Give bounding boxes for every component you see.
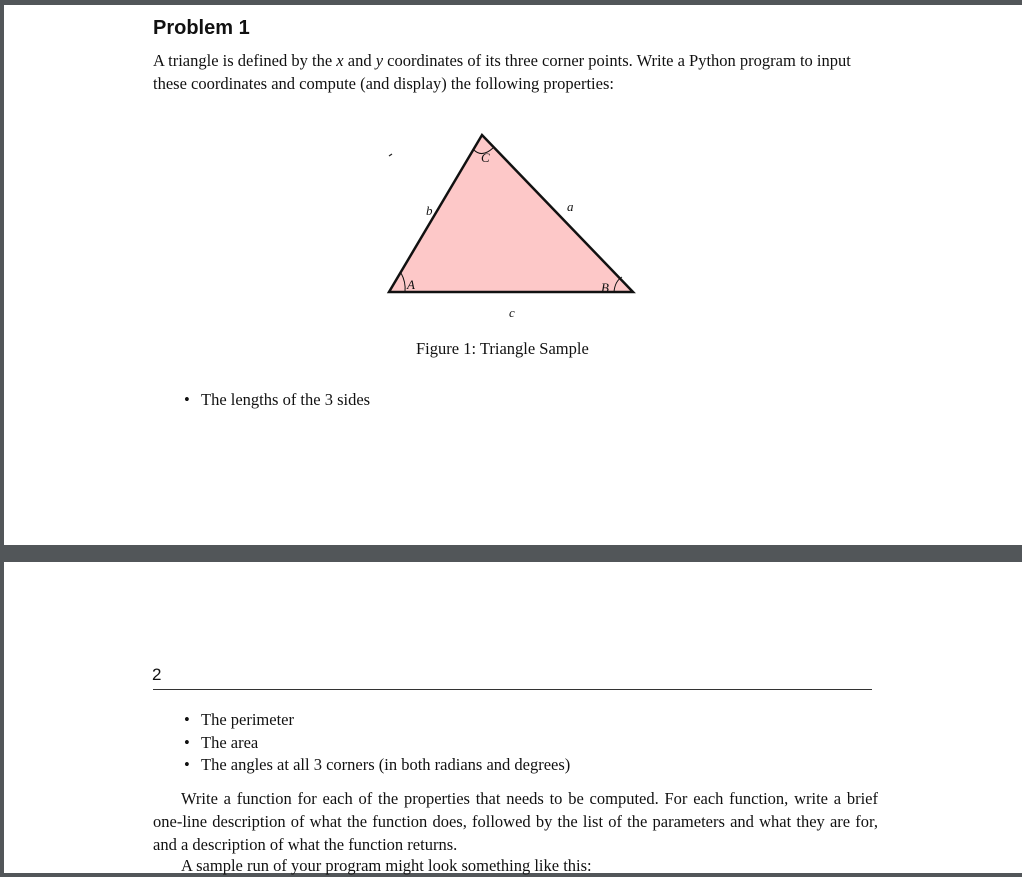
intro-text-1: A triangle is defined by the xyxy=(153,51,337,70)
vertex-label-b: B xyxy=(601,280,609,295)
vertex-label-a: A xyxy=(407,277,415,292)
pdf-page-1 xyxy=(4,5,1022,545)
bullet-glyph: • xyxy=(184,390,190,409)
intro-text-3: coordinates of its three corner points. Write a Python program to input these coordinates and compute (and display) the following properties: xyxy=(153,51,851,93)
sample-run-paragraph: A sample run of your program might look something like this: xyxy=(181,856,592,875)
problem-heading: Problem 1 xyxy=(153,17,250,39)
bullet-glyph: • xyxy=(184,733,190,752)
list-item xyxy=(184,709,294,731)
functions-paragraph: Write a function for each of the properties that needs to be computed. For each function, write a brief one-line description of what the function does, followed by the list of the parameters and what they are for, and a description of what the function returns. xyxy=(153,789,878,854)
side-label-b: b xyxy=(426,203,433,218)
bullet-text: The lengths of the 3 sides xyxy=(201,390,371,409)
bullet-glyph: • xyxy=(184,710,190,729)
bullet-text: The area xyxy=(201,733,259,752)
list-item xyxy=(184,732,258,754)
intro-text-2: and xyxy=(343,51,376,70)
intro-var-x: x xyxy=(336,51,344,70)
header-rule xyxy=(153,689,872,690)
pdf-page-2 xyxy=(4,562,1022,873)
triangle-figure xyxy=(382,110,644,328)
list-item xyxy=(184,389,370,411)
figure-caption: Figure 1: Triangle Sample xyxy=(416,339,589,358)
list-item xyxy=(184,754,570,776)
side-label-c: c xyxy=(509,305,515,320)
intro-paragraph xyxy=(153,49,878,95)
intro-var-y: y xyxy=(375,51,384,70)
vertex-label-c: C xyxy=(481,150,490,165)
bullet-text: The angles at all 3 corners (in both radians and degrees) xyxy=(201,755,571,774)
bullet-text: The perimeter xyxy=(201,710,294,729)
bullet-glyph: • xyxy=(184,755,190,774)
stray-mark xyxy=(389,154,392,156)
side-label-a: a xyxy=(567,199,574,214)
page-number: 2 xyxy=(152,665,162,684)
